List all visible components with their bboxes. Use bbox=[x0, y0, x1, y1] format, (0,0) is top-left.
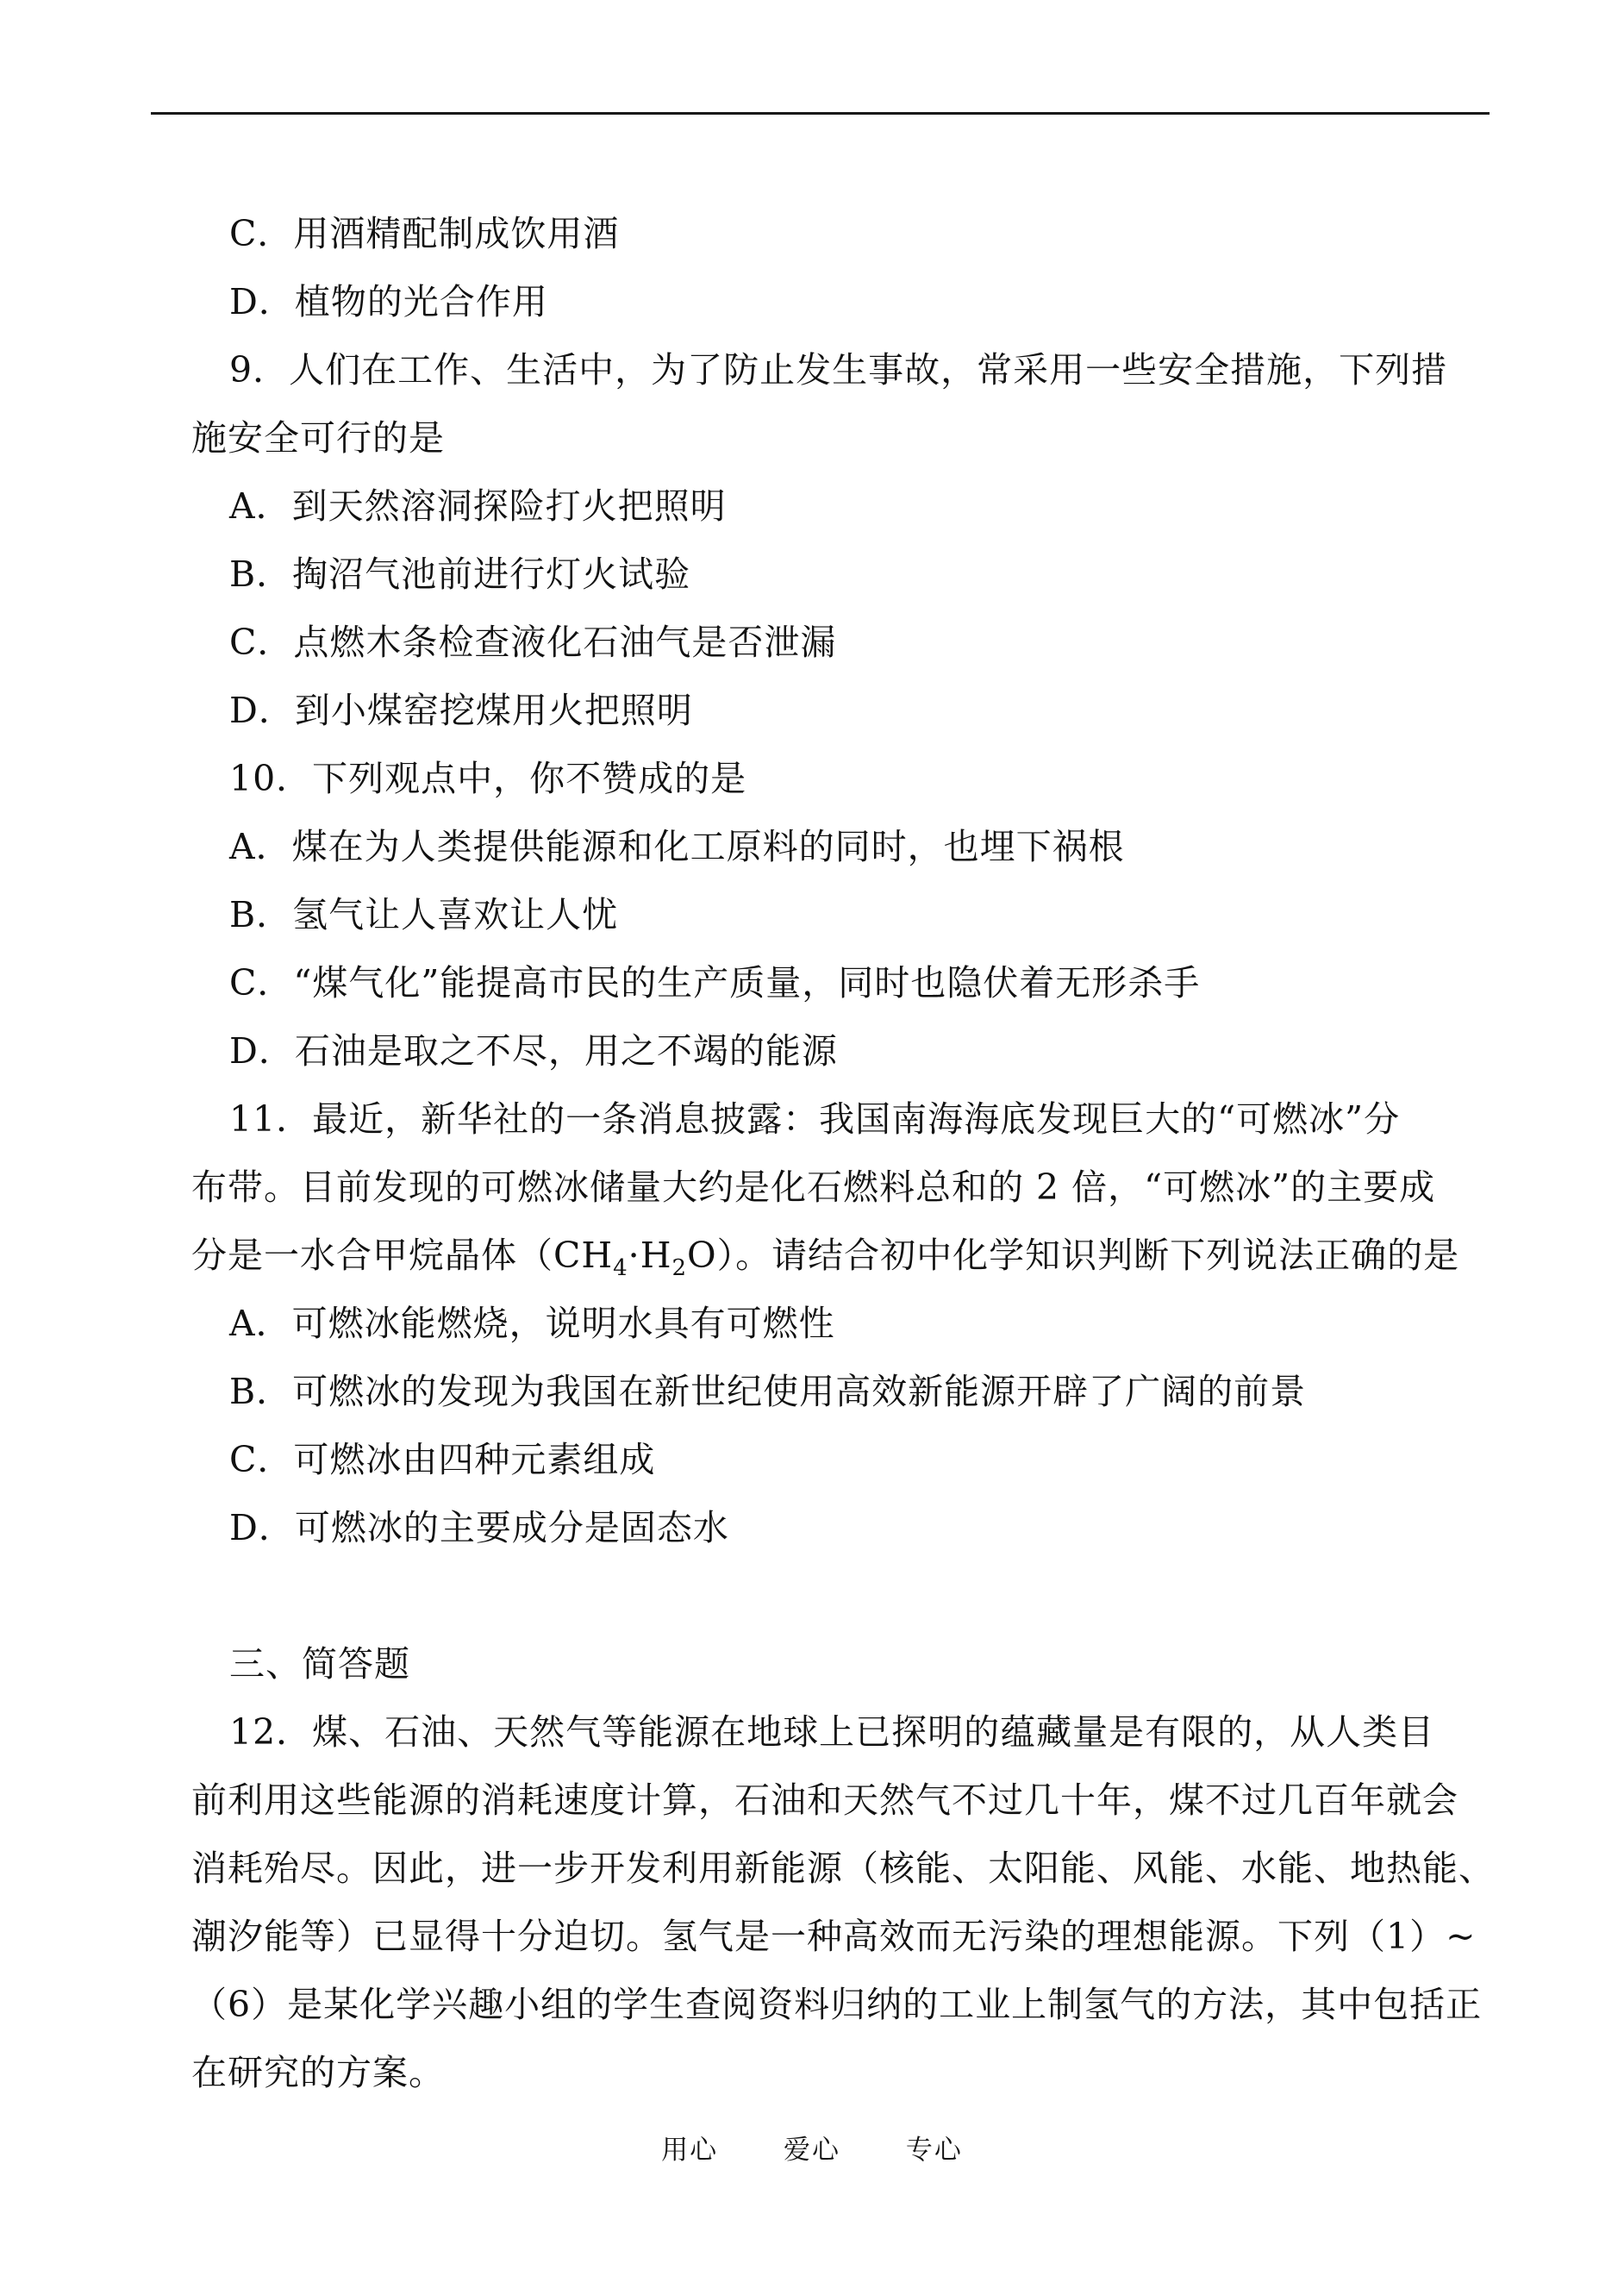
question-12-line-3: 消耗殆尽。因此，进一步开发利用新能源（核能、太阳能、风能、水能、地热能、 bbox=[191, 1848, 1495, 1889]
option-d-q10: D．石油是取之不尽，用之不竭的能源 bbox=[229, 1030, 838, 1072]
section-heading-3: 三、简答题 bbox=[229, 1643, 410, 1685]
option-c-q9: C．点燃木条检查液化石油气是否泄漏 bbox=[229, 622, 837, 663]
footer-item-2: 爱心 bbox=[784, 2135, 840, 2166]
q11-formula-mid: ·H bbox=[628, 1235, 672, 1276]
option-b-q11: B．可燃冰的发现为我国在新世纪使用高效新能源开辟了广阔的前景 bbox=[229, 1371, 1307, 1412]
option-a-q11: A．可燃冰能燃烧，说明水具有可燃性 bbox=[229, 1303, 835, 1344]
q11-formula-pre: 分是一水合甲烷晶体（CH bbox=[191, 1235, 614, 1276]
option-b-q9: B．掏沼气池前进行灯火试验 bbox=[229, 553, 691, 595]
option-d-q8: D．植物的光合作用 bbox=[229, 281, 548, 322]
question-9-line-1: 9．人们在工作、生活中，为了防止发生事故，常采用一些安全措施，下列措 bbox=[229, 349, 1448, 391]
q11-formula-sub-4: 4 bbox=[613, 1255, 628, 1282]
question-11-line-3 bbox=[191, 1222, 1490, 1290]
footer-item-3: 专心 bbox=[905, 2135, 963, 2166]
question-11-line-1: 11．最近，新华社的一条消息披露：我国南海海底发现巨大的“可燃冰”分 bbox=[229, 1098, 1401, 1140]
question-9-line-2: 施安全可行的是 bbox=[191, 417, 445, 459]
option-c-q8: C．用酒精配制成饮用酒 bbox=[229, 213, 620, 254]
option-d-q9: D．到小煤窑挖煤用火把照明 bbox=[229, 690, 693, 731]
option-c-q11: C．可燃冰由四种元素组成 bbox=[229, 1439, 656, 1480]
option-a-q9: A．到天然溶洞探险打火把照明 bbox=[229, 485, 727, 527]
question-12-line-2: 前利用这些能源的消耗速度计算，石油和天然气不过几十年，煤不过几百年就会 bbox=[191, 1779, 1458, 1821]
option-a-q10: A．煤在为人类提供能源和化工原料的同时，也埋下祸根 bbox=[229, 826, 1125, 867]
option-c-q10: C．“煤气化”能提高市民的生产质量，同时也隐伏着无形杀手 bbox=[229, 962, 1201, 1004]
question-10: 10．下列观点中，你不赞成的是 bbox=[229, 758, 747, 799]
footer-item-1: 用心 bbox=[661, 2135, 719, 2166]
question-11-line-2: 布带。目前发现的可燃冰储量大约是化石燃料总和的 2 倍，“可燃冰”的主要成 bbox=[191, 1166, 1436, 1208]
header-rule bbox=[151, 112, 1490, 115]
q11-formula-post: O）。请结合初中化学知识判断下列说法正确的是 bbox=[687, 1235, 1460, 1276]
section-gap bbox=[191, 1562, 1490, 1630]
document-body bbox=[191, 200, 1495, 2107]
question-12-line-4: 潮汐能等）已显得十分迫切。氢气是一种高效而无污染的理想能源。下列（1）~ bbox=[191, 1916, 1477, 1957]
question-12-line-5: （6）是某化学兴趣小组的学生查阅资料归纳的工业上制氢气的方法，其中包括正 bbox=[191, 1984, 1483, 2025]
question-12-line-1: 12．煤、石油、天然气等能源在地球上已探明的蕴藏量是有限的，从人类目 bbox=[229, 1711, 1435, 1753]
question-12-line-6: 在研究的方案。 bbox=[191, 2052, 445, 2093]
q11-formula-sub-2: 2 bbox=[671, 1255, 688, 1282]
page-footer bbox=[0, 2128, 1624, 2167]
option-d-q11: D．可燃冰的主要成分是固态水 bbox=[229, 1507, 729, 1548]
option-b-q10: B．氢气让人喜欢让人忧 bbox=[229, 894, 619, 935]
